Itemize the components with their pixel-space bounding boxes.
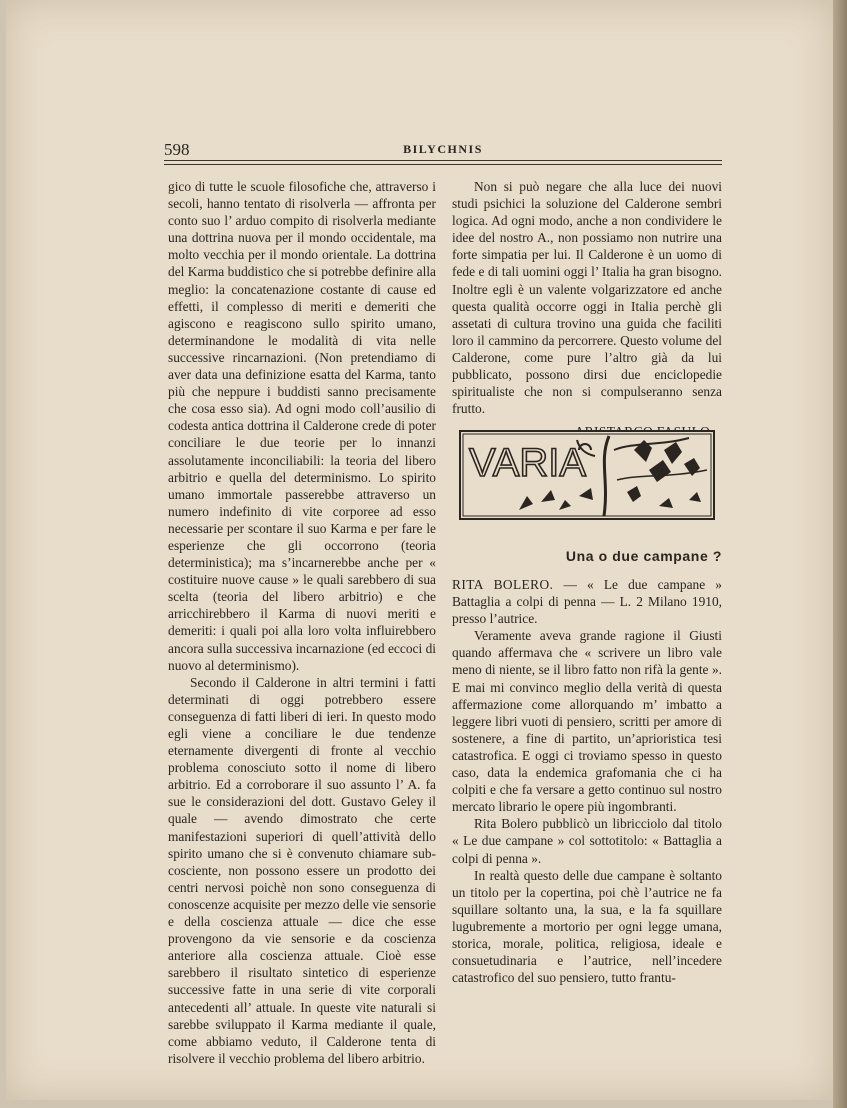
review-paragraph-3: In realtà questo delle due campane è soltanto un titolo per la copertina, poi chè l’autrice ne fa squillare soltanto una, la sua, e la fa squillare lugubremente a mortorio per ogni legge umana, storica, morale, politica, religiosa, ideale e consuetudinaria e l’autrice, nell’incedere catastrofico del suo pensiero, tutto frantu-	[452, 867, 722, 986]
review-title: Una o due campane ?	[565, 548, 722, 564]
left-paragraph-2: Secondo il Calderone in altri termini i fatti determinati di oggi potrebbero essere conseguenza di fatti liberi di ieri. In questo modo egli viene a conciliare le due tendenze eternamente divergenti di fronte al vecchio problema conosciuto sotto il nome di libero arbitrio. Ed a corroborare il suo assunto l’ A. fa sue le considerazioni del dott. Gustavo Geley il quale — avendo dimostrato che certe manifestazioni superiori di quell’attività dello spirito umano che si è convenuto chiamare sub-cosciente, non possono essere un prodotto dei centri nervosi poichè non sono conseguenza di conoscenze acquisite per mezzo delle vie sensorie e della coscienza attuale — dice che esse provengono da vie sensorie e da coscienza anteriore alla coscienza attuale. Cioè esse sarebbero il risultato sintetico di esperienze successive fatte in una serie di vite corporali antecedenti all’ attuale. In queste vite naturali si sarebbe sviluppato il Karma mediante il quale, come abbiamo veduto, il Calderone tenta di risolvere il vecchio problema del libero arbitrio.	[168, 674, 436, 1066]
varia-leaves-vignette-icon	[459, 430, 715, 520]
citation-details: — « Le due campane » Battaglia a colpi di penna — L. 2 Milano 1910, presso l’autrice.	[452, 577, 722, 627]
review-body	[452, 576, 722, 986]
varia-title: VARIA	[469, 441, 587, 485]
left-column	[168, 178, 436, 1067]
page-number: 598	[164, 140, 190, 159]
header-rule-bottom	[164, 164, 722, 165]
review-citation	[452, 576, 722, 627]
citation-author: RITA BOLERO.	[452, 577, 554, 592]
left-paragraph-1: gico di tutte le scuole filosofiche che, attraverso i secoli, hanno tentato di risolverla — affronta per conto suo l’ arduo compito di risolverla mediante una dottrina nuova per il mondo occidentale, ma molto vecchia per il mondo orientale. La dottrina del Karma buddistico che si potrebbe definire alla meglio: la concatenazione costante di cause ed effetti, il complesso di meriti e demeriti che agiscono e reagiscono sullo spirito umano, determinandone le modalità di vita nelle successive rincarnazioni. (Non pretendiamo di aver data una definizione esatta del Karma, tanto più che neppure i buddisti sanno precisamente che cosa esso sia). Ad ogni modo coll’ausilio di codesta antica dottrina il Calderone crede di poter conciliare le due teorie per lo innanzi assolutamente inconciliabili: la teoria del libero arbitrio e quella del determinismo. Lo spirito umano immortale passerebbe attraverso un numero indefinito di vite corporee ad esso necessarie per scontare il suo Karma e per fare le esperienze che gli occorrono (teoria deterministica); ma s’incarnerebbe anche per « costituire nuove cause » le quali sarebbero di sua scelta (teoria del libero arbitrio) e che arricchirebbero il Karma di nuovi meriti e demeriti: i quali poi alla loro volta influirebbero ancora sulla successiva incarnazione (ed eccoci di nuovo al determinismo).	[168, 179, 436, 673]
varia-banner	[459, 430, 715, 520]
header-rule-top	[164, 160, 722, 161]
running-title: BILYCHNIS	[403, 142, 483, 156]
page-header	[164, 138, 722, 162]
review-paragraph-2: Rita Bolero pubblicò un libricciolo dal titolo « Le due campane » col sottotitolo: « Battaglia a colpi di penna ».	[452, 816, 722, 866]
page-spine-edge	[833, 0, 847, 1108]
review-paragraph-1: Veramente aveva grande ragione il Giusti quando affermava che « scrivere un libro vale meno di niente, se il libro fatto non rifà la gente ». E mai mi convinco meglio della verità di questa affermazione come allorquando m’ imbatto a leggere libri vuoti di pensiero, scritti per amore di sostenere, a fine di partito, un’aprioristica tesi catastrofica. E oggi ci troviamo spesso in questo caso, data la endemica grafomania che ci ha colpiti e che fa versare a getto continuo sul nostro mercato librario le opere più ingombranti.	[452, 628, 722, 815]
right-paragraph-1: Non si può negare che alla luce dei nuovi studi psichici la soluzione del Calderone sembri logica. Ad ogni modo, anche a non condividere le idee del nostro A., non possiamo non nutrire una forte simpatia per lui. Il Calderone è un uomo di fede e di tali uomini oggi l’ Italia ha gran bisogno. Inoltre egli è un valente volgarizzatore ed anche questa qualità occorre oggi in Italia perchè gli assetati di cultura trovino una guida che faciliti loro il cammino da percorrere. Questo volume del Calderone, come pure l’altro già da lui pubblicato, possono dirsi due enciclopedie spiritualiste che non si compulseranno senza frutto.	[452, 179, 722, 417]
right-column-top	[452, 178, 722, 440]
